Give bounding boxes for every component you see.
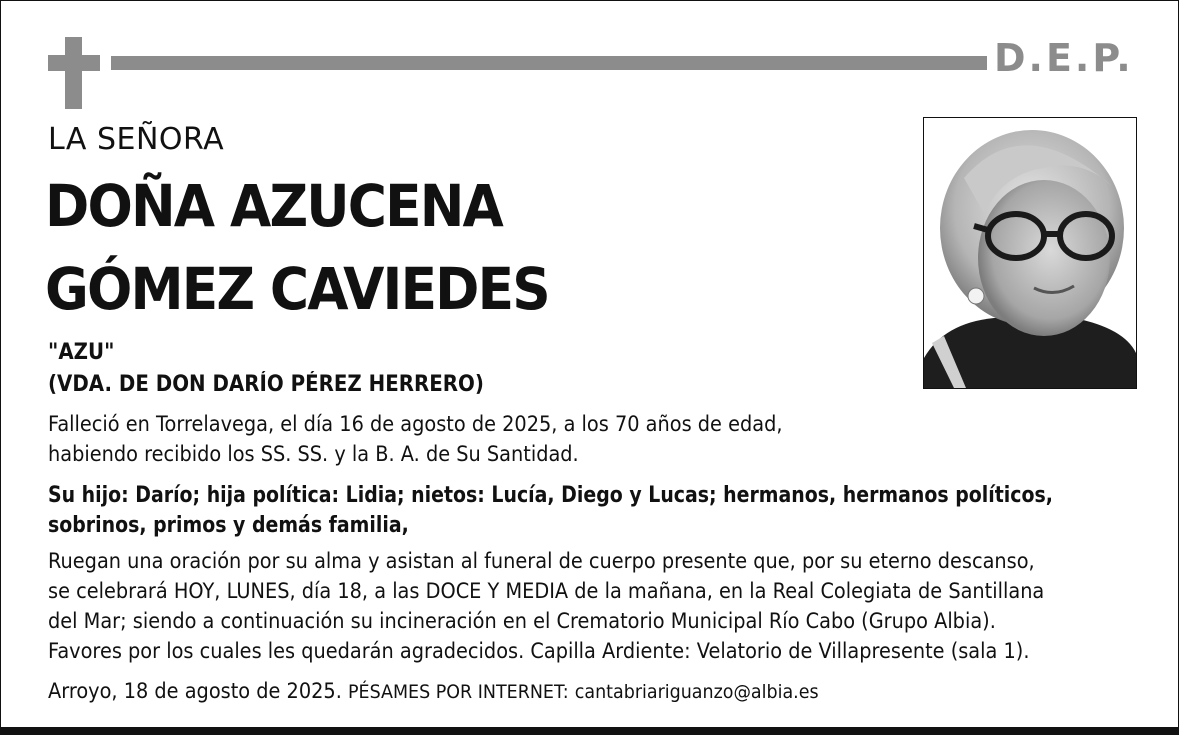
death-line: habiendo recibido los SS. SS. y la B. A. de Su Santidad.	[48, 442, 579, 466]
cross-icon	[48, 37, 100, 109]
death-announcement	[48, 409, 782, 469]
bottom-rule	[1, 727, 1178, 734]
nickname: "AZU"	[48, 340, 115, 365]
condolences-label: PÉSAMES POR INTERNET:	[347, 681, 569, 703]
portrait-image	[924, 118, 1136, 388]
funeral-line: del Mar; siendo a continuación su incineración en el Crematorio Municipal Río Cabo (Grupo Albia).	[48, 609, 996, 633]
family-line: sobrinos, primos y demás familia,	[48, 513, 409, 538]
header-rule	[111, 56, 987, 70]
portrait-photo	[923, 117, 1137, 389]
dep-label: D.E.P.	[994, 36, 1134, 80]
honorific: LA SEÑORA	[48, 122, 225, 157]
deceased-name-line1: DOÑA AZUCENA	[45, 172, 502, 240]
family-line: Su hijo: Darío; hija política: Lidia; nietos: Lucía, Diego y Lucas; hermanos, hermanos políticos,	[48, 483, 1053, 508]
footer-line	[48, 677, 819, 706]
funeral-line: Ruegan una oración por su alma y asistan al funeral de cuerpo presente que, por su eterno descanso,	[48, 549, 1035, 573]
family-list	[48, 481, 1053, 541]
funeral-line: Favores por los cuales les quedarán agradecidos. Capilla Ardiente: Velatorio de Villapresente (sala 1).	[48, 639, 1030, 663]
condolences-email[interactable]: cantabriariguanzo@albia.es	[574, 681, 819, 703]
widow-of: (VDA. DE DON DARÍO PÉREZ HERRERO)	[48, 372, 484, 397]
death-line: Falleció en Torrelavega, el día 16 de agosto de 2025, a los 70 años de edad,	[48, 412, 783, 436]
funeral-details	[48, 546, 1044, 666]
footer-place-date: Arroyo, 18 de agosto de 2025.	[48, 679, 342, 703]
funeral-line: se celebrará HOY, LUNES, día 18, a las DOCE Y MEDIA de la mañana, en la Real Colegiata de Santillana	[48, 579, 1045, 603]
deceased-name-line2: GÓMEZ CAVIEDES	[45, 255, 549, 323]
